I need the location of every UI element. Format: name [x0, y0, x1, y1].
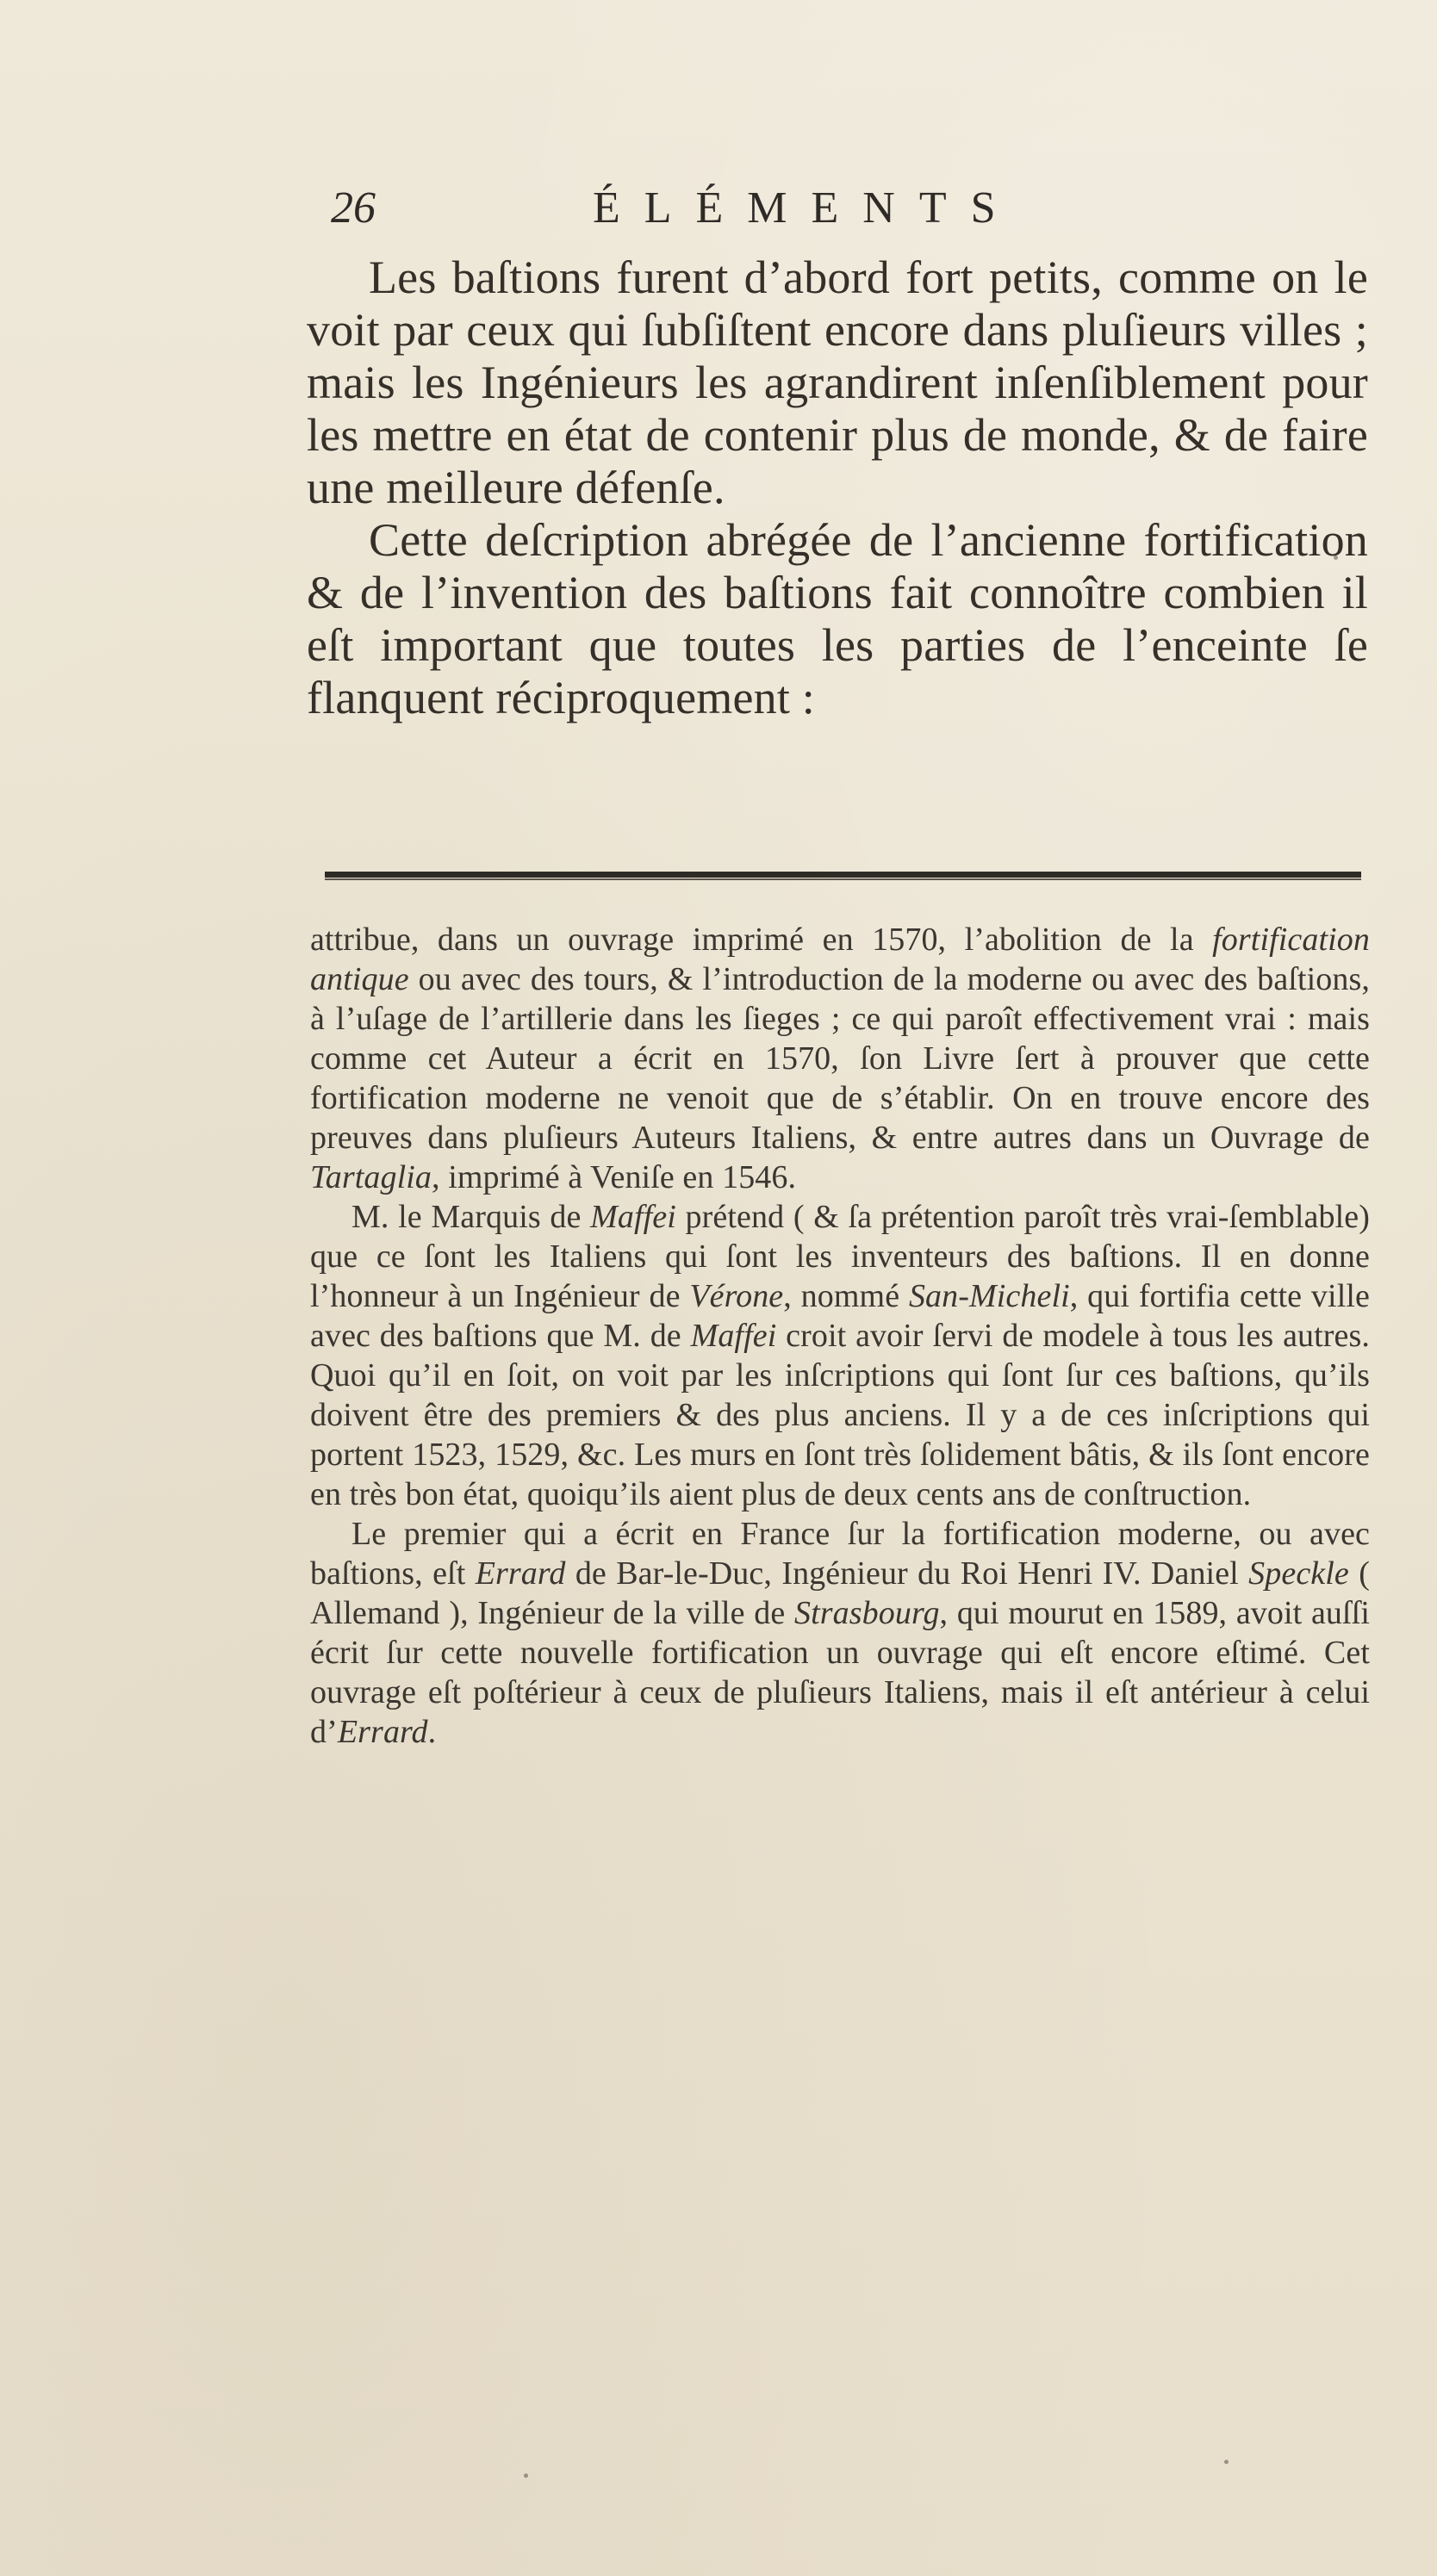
footnote-italic-text: San-Micheli [908, 1278, 1070, 1314]
footnote-italic-text: Vérone [689, 1278, 784, 1314]
paper-speck [524, 2474, 528, 2478]
footnote-text: , qui fortifia cette ville avec des baſtions que M. de [310, 1278, 1370, 1354]
footnote-italic-text: Errard [337, 1714, 428, 1750]
footnote-italic-text: fortification antique [310, 922, 1370, 997]
footnote-text: , qui mourut en 1589, avoit auſſi écrit ſur cette nouvelle fortification un ouvrage qui eſt encore eſtimé. Cet ouvrage eſt poſtérieur à ceux de pluſieurs Italiens, mais il eſt antérieur à celui d’ [310, 1595, 1371, 1750]
footnote-paragraph-3 [310, 1514, 1370, 1752]
main-text [307, 251, 1368, 724]
footnote-text: prétend ( & ſa prétention paroît très vrai-ſemblable) que ce ſont les Italiens qui ſont les inventeurs des baſtions. Il en donne l’honneur à un Ingénieur de [310, 1199, 1370, 1314]
footnote-italic-text: Tartaglia [310, 1159, 432, 1195]
footnote-text: croit avoir ſervi de modele à tous les autres. Quoi qu’il en ſoit, on voit par les inſcriptions qui ſont ſur ces baſtions, qu’ils doivent être des premiers & des plus anciens. Il y a de ces inſcriptions qui portent 1523, 1529, &c. Les murs en ſont très ſolidement bâtis, & ils ſont encore en très bon état, quoiqu’ils aient plus de deux cents ans de conſtruction. [310, 1318, 1371, 1512]
main-paragraph-2: Cette deſcription abrégée de l’ancienne fortification & de l’invention des baſtions fait connoître combien il eſt important que toutes les parties de l’enceinte ſe flanquent réciproquement : [307, 514, 1368, 723]
footnote-italic-text: Errard [475, 1555, 566, 1592]
footnote-text: . [427, 1714, 437, 1750]
footnote-text: ou avec des tours, & l’introduction de la moderne ou avec des baſtions, à l’uſage de l’artillerie dans les ſieges ; ce qui paroît effectivement vrai : mais comme cet Auteur a écrit en 1570, ſon Livre ſert à prouver que cette fortification moderne ne venoit que de s’établir. On en trouve encore des preuves dans pluſieurs Auteurs Italiens, & entre autres dans un Ouvrage de [310, 961, 1370, 1156]
footnote-text: , imprimé à Veniſe en 1546. [432, 1159, 797, 1195]
running-head [331, 183, 1037, 243]
footnote-paragraph-1 [310, 920, 1370, 1197]
footnote-separator-rule [325, 872, 1361, 880]
footnote-italic-text: Strasbourg [794, 1595, 940, 1631]
paper-speck [1224, 2460, 1229, 2464]
page-number: 26 [331, 183, 376, 233]
running-title: ÉLÉMENTS [593, 183, 1020, 233]
paper-speck [942, 586, 947, 590]
main-paragraph-1: Les baſtions furent d’abord fort petits, comme on le voit par ceux qui ſubſiſtent encore dans pluſieurs villes ; mais les Ingénieurs les agrandirent inſenſiblement pour les mettre en état de contenir plus de monde, & de faire une meilleure défenſe. [307, 251, 1368, 513]
footnote-italic-text: Speckle [1248, 1555, 1349, 1592]
footnote-text: ( Allemand ), Ingénieur de la ville de [310, 1555, 1371, 1631]
footnotes [310, 920, 1370, 1752]
footnote-text: , nommé [783, 1278, 909, 1314]
footnote-paragraph-2 [310, 1197, 1370, 1514]
footnote-text: M. le Marquis de [351, 1199, 591, 1235]
footnote-text: attribue, dans un ouvrage imprimé en 1570, l’abolition de la [310, 922, 1213, 958]
footnote-italic-text: Maffei [690, 1318, 777, 1354]
footnote-text: Le premier qui a écrit en France ſur la fortification moderne, ou avec baſtions, eſt [310, 1516, 1370, 1592]
paper-speck [1334, 556, 1338, 560]
footnote-italic-text: Maffei [590, 1199, 676, 1235]
footnote-text: de Bar-le-Duc, Ingénieur du Roi Henri IV. Daniel [565, 1555, 1249, 1592]
